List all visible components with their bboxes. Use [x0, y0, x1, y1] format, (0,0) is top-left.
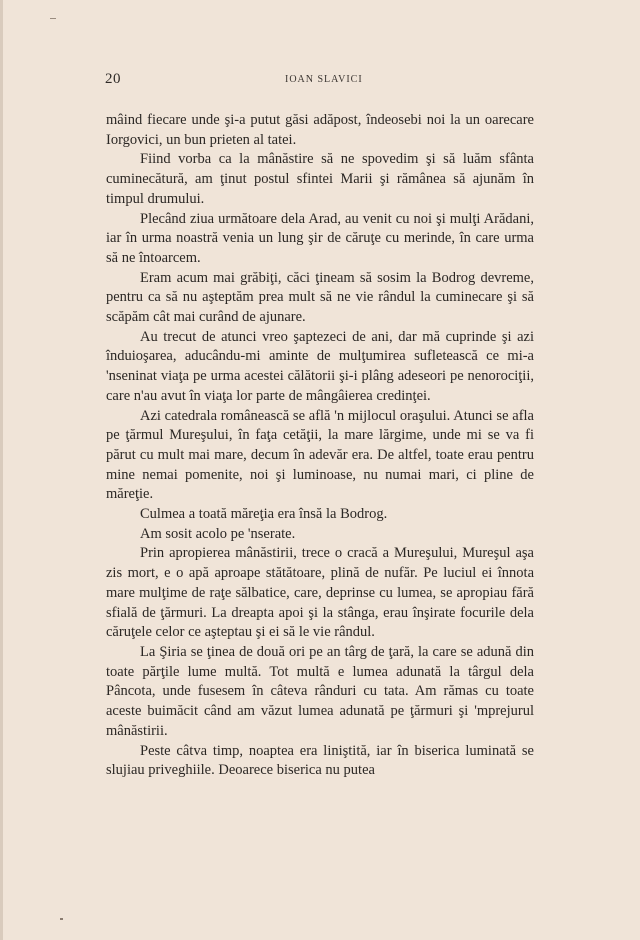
- paragraph: Peste câtva timp, noaptea era liniştită, iar în biserica luminată se slujiau priveghiile. Deoarece biserica nu putea: [106, 742, 534, 779]
- page-number: 20: [105, 71, 121, 87]
- paragraph: Fiind vorba ca la mânăstire să ne spovedim şi să luăm sfânta cuminecătură, am ţinut postul sfintei Marii şi rămânea să ajunăm în timpul drumului.: [106, 151, 534, 207]
- running-title: IOAN SLAVICI: [285, 74, 363, 85]
- page-header: [105, 71, 535, 91]
- paragraph: mâind fiecare unde şi-a putut găsi adăpost, îndeosebi noi la un oarecare Iorgovici, un bun prieten al tatei.: [106, 112, 534, 148]
- paragraph: Culmea a toată măreţia era însă la Bodrog.: [140, 506, 388, 523]
- scan-mark-top: [50, 18, 56, 19]
- paragraph: Azi catedrala românească se află 'n mijlocul oraşului. Atunci se afla pe ţărmul Mureşului, în faţa cetăţii, la mare lărgime, unde mi se va fi părut cu mult mai mare, decum în adevăr era. De altfel, toate erau pentru mine nemai pomenite, noi şi luminoase, nu numai mari, ci pline de măreţie.: [106, 407, 534, 503]
- scan-mark-bottom: [60, 918, 63, 920]
- paragraph: Am sosit acolo pe 'nserate.: [140, 525, 296, 542]
- body-text: [106, 111, 534, 781]
- paragraph: Eram acum mai grăbiţi, căci ţineam să sosim la Bodrog devreme, pentru ca să nu aşteptăm prea mult să ne vie rândul la cuminecare şi să scăpăm cât mai curând de ajunare.: [106, 269, 534, 326]
- page-edge-shadow: [0, 0, 3, 940]
- paragraph: La Şiria se ţinea de două ori pe an târg de ţară, la care se adună din toate părţile lume multă. Tot multă e lumea adunată la târgul dela Pâncota, unde fusesem în câteva rânduri cu tata. Am rămas cu toate aceste buimăcit când am văzut lumea adunată pe ţărmuri şi 'mprejurul mânăstirii.: [106, 643, 534, 739]
- paragraph: Prin apropierea mânăstirii, trece o cracă a Mureşului, Mureşul aşa zis mort, e o apă aproape stătătoare, plină de nufăr. Pe luciul ei înnota mare mulţime de raţe sălbatice, care, deprinse cu lumea, se apropiau fără sfială de ţărmuri. La dreapta apoi şi la stânga, erau înşirate focurile dela căruţele celor ce aşteptau şi ei să le vie rândul.: [106, 545, 534, 641]
- paragraph: Au trecut de atunci vreo şaptezeci de ani, dar mă cuprinde şi azi înduioşarea, aducându-mi aminte de mulţumirea sufletească ce mi-a 'nseninat viaţa pe urma acestei călătorii şi-i plâng adeseori pe nenorociţii, care n'au avut în viaţa lor parte de mângâierea credinţei.: [106, 328, 534, 404]
- paragraph: Plecând ziua următoare dela Arad, au venit cu noi şi mulţi Arădani, iar în urma noastră venia un lung şir de căruţe cu merinde, în care urma să ne întoarcem.: [106, 210, 534, 266]
